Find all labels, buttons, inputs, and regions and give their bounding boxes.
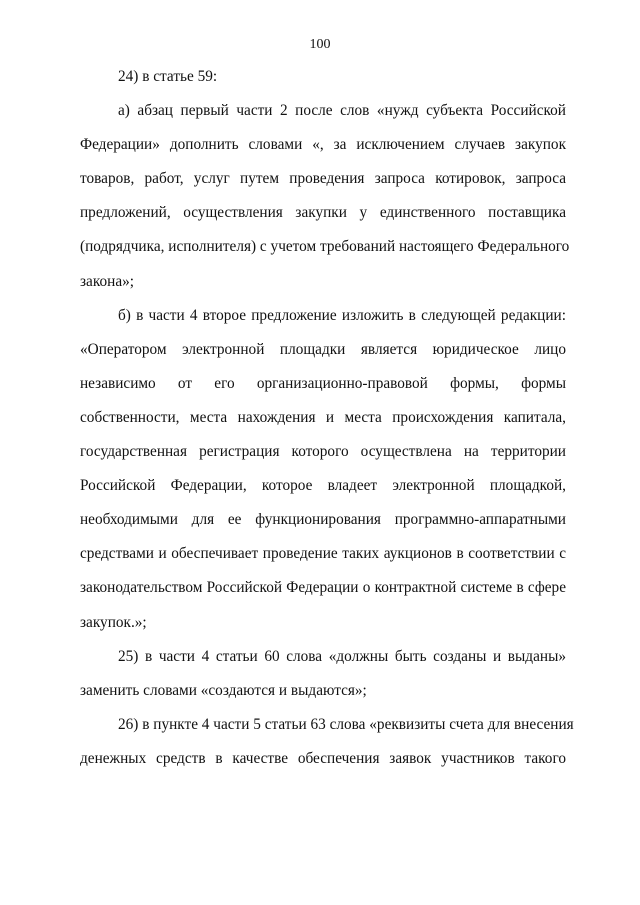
paragraph-item-24b — [80, 299, 566, 640]
text-line: 24) в статье 59: — [118, 68, 218, 85]
text-line: закона»; — [80, 272, 135, 290]
text-line: необходимыми для ее функционирования программно-аппаратными — [80, 511, 566, 529]
text-line: предложений, осуществления закупки у единственного поставщика — [80, 204, 566, 222]
text-line: Российской Федерации, которое владеет электронной площадкой, — [80, 477, 566, 495]
text-line: денежных средств в качестве обеспечения заявок участников такого — [80, 749, 566, 767]
text-line: заменить словами «создаются и выдаются»; — [80, 681, 367, 699]
text-line: средствами и обеспечивает проведение таких аукционов в соответствии с — [80, 545, 566, 563]
text-line: закупок.»; — [80, 613, 147, 631]
text-line: (подрядчика, исполнителя) с учетом требований настоящего Федерального — [80, 238, 570, 256]
paragraph-item-24a — [80, 94, 570, 299]
paragraph-item-26 — [80, 708, 574, 776]
text-line: собственности, места нахождения и места происхождения капитала, — [80, 408, 566, 426]
paragraph-item-25 — [80, 640, 566, 708]
document-body — [80, 60, 574, 776]
paragraph-item-24 — [80, 60, 566, 94]
text-line: а) абзац первый части 2 после слов «нужд субъекта Российской — [118, 102, 566, 120]
text-line: законодательством Российской Федерации о контрактной системе в сфере — [80, 579, 566, 597]
text-line: 26) в пункте 4 части 5 статьи 63 слова «реквизиты счета для внесения — [118, 715, 574, 733]
text-line: б) в части 4 второе предложение изложить в следующей редакции: — [118, 306, 566, 324]
text-line: «Оператором электронной площадки является юридическое лицо — [80, 340, 566, 358]
text-line: Федерации» дополнить словами «, за исключением случаев закупок — [80, 136, 566, 154]
text-line: товаров, работ, услуг путем проведения запроса котировок, запроса — [80, 170, 566, 188]
text-line: государственная регистрация которого осуществлена на территории — [80, 443, 566, 461]
text-line: независимо от его организационно-правовой формы, формы — [80, 374, 566, 392]
page-number: 100 — [309, 37, 331, 52]
text-line: 25) в части 4 статьи 60 слова «должны быть созданы и выданы» — [118, 647, 566, 665]
